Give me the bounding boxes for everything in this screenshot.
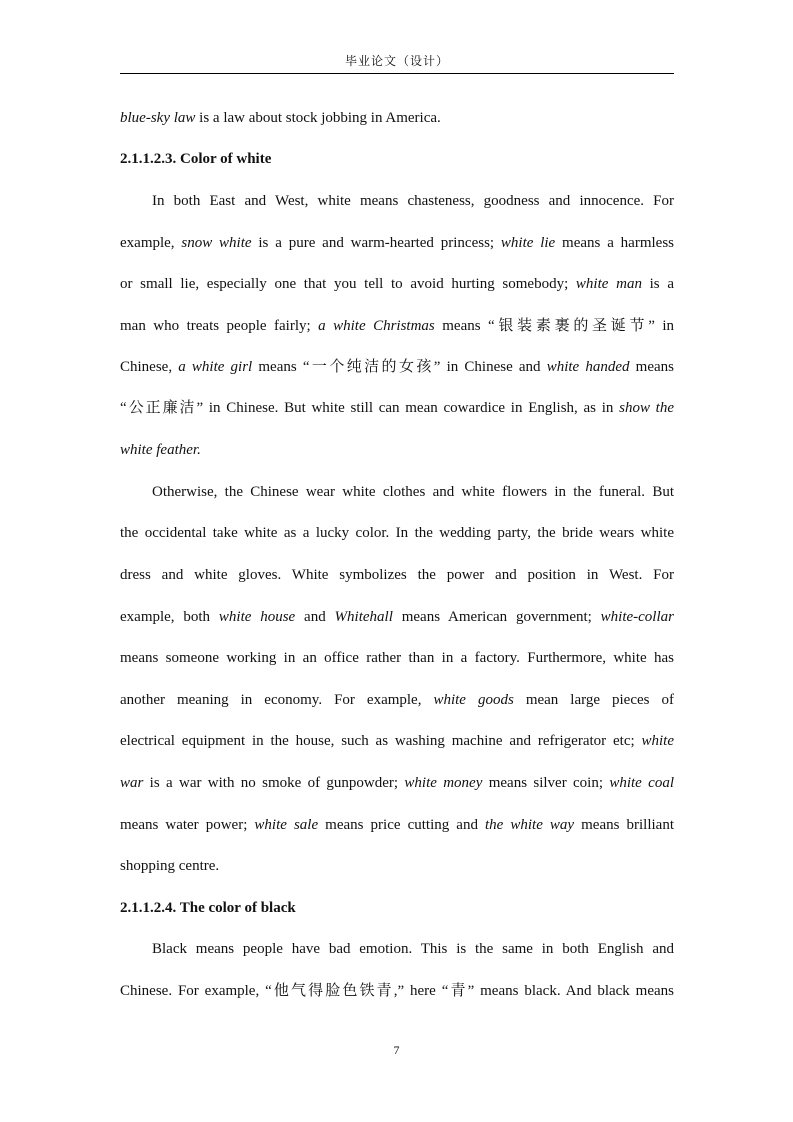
text-span: dress and white gloves. White symbolizes the power and position in West. For [120,567,674,583]
text-span: and [295,609,335,625]
text-line [120,108,674,128]
text-span: is a pure and warm-hearted princess; [251,235,501,251]
italic-term: show the [619,400,674,416]
section-heading [120,149,674,169]
text-line [120,607,674,627]
italic-term: a white girl [178,359,253,375]
text-line [152,191,674,211]
text-line [120,523,674,543]
italic-term: white house [218,609,296,625]
text-span: means [629,359,674,375]
text-span: electrical equipment in the house, such as washing machine and refrigerator etc; [120,733,642,749]
text-span: “公正廉洁” in Chinese. But white still can mean cowardice in English, as in [120,400,620,416]
text-span: means American government; [392,609,601,625]
text-span: man who treats people fairly; [120,318,319,334]
text-span: means brilliant [574,817,674,833]
text-line [152,939,674,959]
italic-term: war [120,775,144,791]
italic-term: a white Christmas [318,318,435,334]
text-span: example, [120,235,182,251]
text-span: or small lie, especially one that you tell to avoid hurting somebody; [120,276,576,292]
text-span: Chinese. For example, “他气得脸色铁青,” here “青” means black. And black means [120,983,674,999]
text-span: shopping centre. [120,858,220,874]
italic-term: white man [575,276,642,292]
text-span: In both East and West, white means chasteness, goodness and innocence. For [152,193,674,209]
text-line [120,398,674,418]
text-span: is a [641,276,674,292]
text-line [120,316,674,336]
text-line [120,981,674,1001]
text-span: another meaning in economy. For example, [120,692,434,708]
italic-term: white feather. [120,442,201,458]
italic-term: Whitehall [334,609,393,625]
text-line [120,440,674,460]
italic-term: white sale [254,817,319,833]
text-line [152,482,674,502]
header-rule [120,73,674,74]
text-line [120,731,674,751]
italic-term: blue-sky law [120,110,196,126]
section-heading [120,898,674,918]
page-header: 毕业论文（设计） [344,54,449,68]
text-line [120,357,674,377]
text-line [120,233,674,253]
text-span: mean large pieces of [513,692,674,708]
text-span: is a law about stock jobbing in America. [195,110,441,126]
text-line [120,274,674,294]
text-span: Chinese, [120,359,179,375]
text-span: example, both [120,609,219,625]
italic-term: white lie [500,235,556,251]
text-line [120,815,674,835]
text-span: means “一个纯洁的女孩” in Chinese and [252,359,547,375]
text-line [120,565,674,585]
text-line [120,690,674,710]
text-span: Otherwise, the Chinese wear white clothes and white flowers in the funeral. But [152,484,674,500]
page-number: 7 [393,1043,400,1057]
italic-term: snow white [181,235,252,251]
text-span: 2.1.1.2.4. The color of black [120,900,296,916]
text-line [120,856,674,876]
text-span: 2.1.1.2.3. Color of white [120,151,272,167]
text-span: means “银装素裹的圣诞节” in [434,318,674,334]
italic-term: white [641,733,674,749]
text-span: Black means people have bad emotion. This is the same in both English and [152,941,674,957]
italic-term: white coal [609,775,674,791]
text-span: the occidental take white as a lucky color. In the wedding party, the bride wears white [120,525,674,541]
text-span: means silver coin; [482,775,610,791]
text-span: means a harmless [555,235,675,251]
text-span: means water power; [120,817,255,833]
italic-term: white-collar [600,609,674,625]
text-line [120,773,674,793]
text-line [120,648,674,668]
italic-term: white goods [433,692,514,708]
text-span: is a war with no smoke of gunpowder; [143,775,405,791]
italic-term: white money [404,775,483,791]
text-span: means someone working in an office rather than in a factory. Furthermore, white has [120,650,674,666]
italic-term: the white way [485,817,575,833]
italic-term: white handed [546,359,630,375]
text-span: means price cutting and [318,817,485,833]
